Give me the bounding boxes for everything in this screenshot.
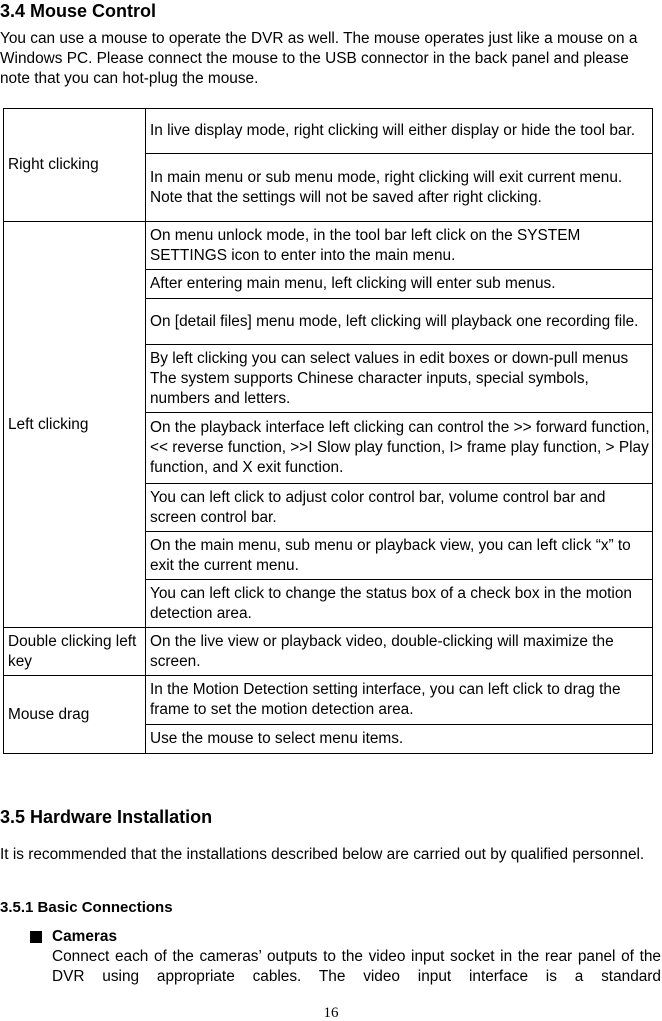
page-number: 16 <box>323 1005 339 1021</box>
section-3-5-heading: 3.5 Hardware Installation <box>0 807 213 827</box>
section-3-5-intro: It is recommended that the installations described below are carried out by qualified personnel. <box>0 846 645 863</box>
section-3-4-intro: You can use a mouse to operate the DVR as well. The mouse operates just like a mouse on a Windows PC. Please connect the mouse to the USB connector in the back panel and please note that you can hot-plug the mouse. <box>0 30 638 87</box>
table-cell: After entering main menu, left clicking will enter sub menus. <box>146 270 653 299</box>
bullet-title-cameras: Cameras <box>52 928 118 945</box>
table-cell: In the Motion Detection setting interface, you can left click to drag the frame to set the motion detection area. <box>146 676 653 725</box>
table-row <box>4 109 653 154</box>
row-label-double-clicking: Double clicking left key <box>4 628 146 676</box>
table-cell: You can left click to change the status box of a check box in the motion detection area. <box>146 580 653 628</box>
table-cell: On menu unlock mode, in the tool bar left click on the SYSTEM SETTINGS icon to enter into the main menu. <box>146 222 653 270</box>
row-label-mouse-drag: Mouse drag <box>4 676 146 754</box>
table-cell: In main menu or sub menu mode, right clicking will exit current menu. Note that the settings will not be saved after right clicking. <box>146 154 653 222</box>
table-cell: By left clicking you can select values in edit boxes or down-pull menus The system supports Chinese character inputs, special symbols, numbers and letters. <box>146 345 653 413</box>
section-3-4-heading: 3.4 Mouse Control <box>0 1 157 21</box>
bullet-text-cameras: Connect each of the cameras’ outputs to the video input socket in the rear panel of the DVR using appropriate cables. The video input interface is a standard <box>52 948 661 985</box>
square-bullet-icon <box>30 931 42 943</box>
row-label-right-clicking: Right clicking <box>4 109 146 222</box>
table-cell: Use the mouse to select menu items. <box>146 725 653 754</box>
table-cell: You can left click to adjust color control bar, volume control bar and screen control bar. <box>146 484 653 532</box>
table-cell: On the main menu, sub menu or playback view, you can left click “x” to exit the current menu. <box>146 532 653 580</box>
mouse-control-table <box>3 108 653 754</box>
table-row <box>4 222 653 270</box>
section-3-5-1-heading: 3.5.1 Basic Connections <box>0 899 173 916</box>
table-row <box>4 676 653 725</box>
row-label-left-clicking: Left clicking <box>4 222 146 628</box>
table-row <box>4 628 653 676</box>
table-cell: On the playback interface left clicking can control the >> forward function, << reverse function, >>I Slow play function, I> frame play function, > Play function, and X exit function. <box>146 413 653 484</box>
table-cell: On [detail files] menu mode, left clicking will playback one recording file. <box>146 299 653 345</box>
table-cell: On the live view or playback video, double-clicking will maximize the screen. <box>146 628 653 676</box>
table-cell: In live display mode, right clicking will either display or hide the tool bar. <box>146 109 653 154</box>
